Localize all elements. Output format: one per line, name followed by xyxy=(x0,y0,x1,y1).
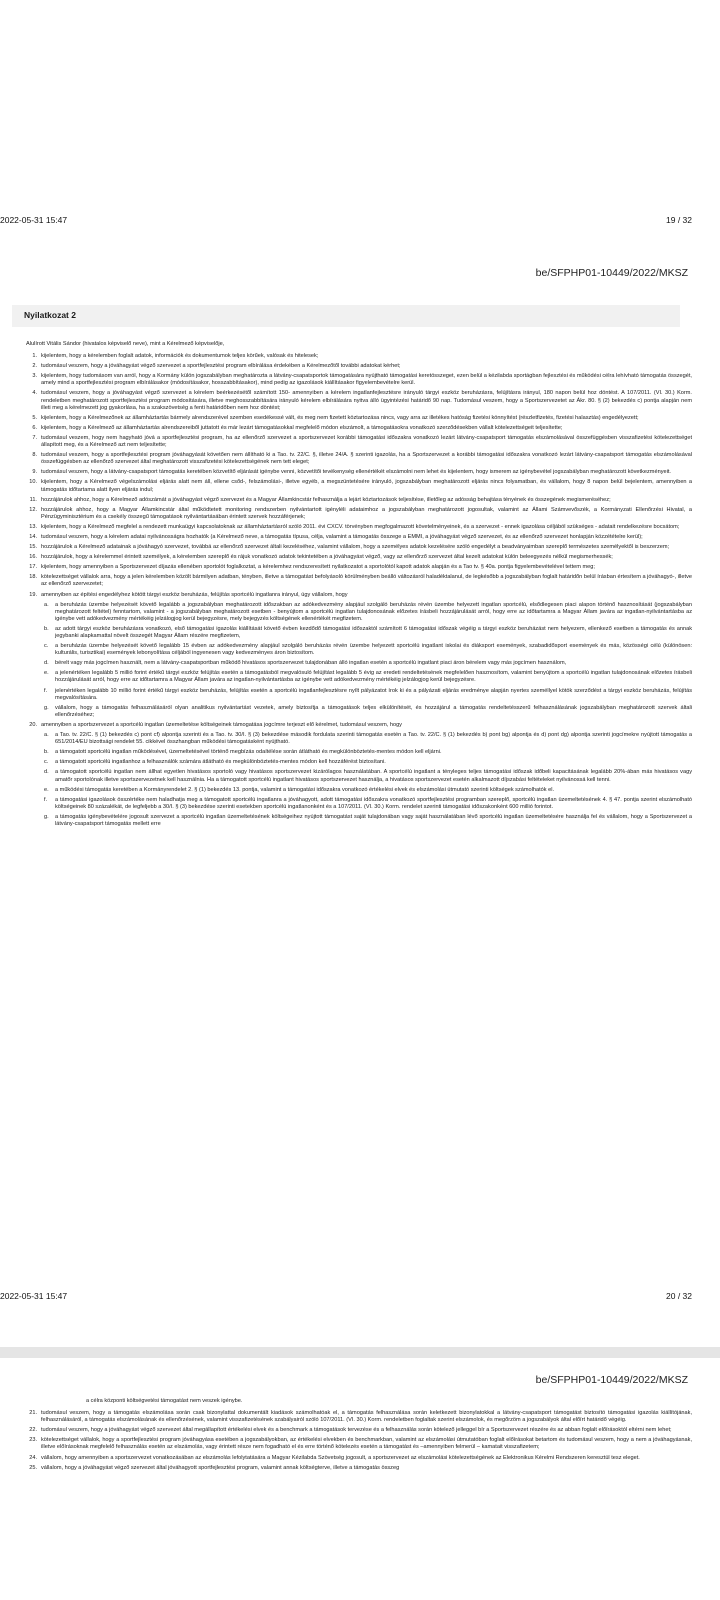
list-item-text: tudomásul veszem, hogy a jóváhagyást végző szervezet a sportfejlesztési program elbírálása érdekében a Kérelmezőtől további adatokat kérhet; xyxy=(41,363,401,370)
declaration-list xyxy=(26,1410,692,1472)
sub-item xyxy=(41,797,692,811)
sub-item-letter: a. xyxy=(44,732,49,739)
sub-item-letter: d. xyxy=(44,660,49,667)
sub-item xyxy=(41,670,692,684)
sub-item xyxy=(41,688,692,702)
sub-item-text: jelenértéken legalább 10 millió forint értékű tárgyi eszköz beruházás, felújítás esetén a sportcélú ingatlanfejlesztésre nyílt pályázatot írok ki és a pályázati eljárás eredménye alapján nyertes személlyel kötök szerződést a tárgyi eszköz beruházás, felújítás megvalósítására. xyxy=(55,687,692,701)
sub-item-text: a támogatott sportcélú ingatlan működésével, üzemeltetésével történő megbízás odaítélése során átlátható és megkülönböztetés-mentes módon kell eljárni. xyxy=(55,749,442,756)
section-heading xyxy=(12,305,680,327)
list-item xyxy=(26,452,692,466)
list-item xyxy=(26,390,692,411)
sub-item-text: a támogatott sportcélú ingatlanhoz a felhasználók számára átlátható és megkülönböztetés-mentes módon kell hozzáférést biztosítani. xyxy=(55,759,386,766)
list-item-text: tudomásul veszem, hogy a kérelem adatai nyilvánosságra hozhatók (a Kérelmező neve, a támogatás típusa, célja, valamint a támogatás összege a EMMI, a jóváhagyást végző szervezet, és az ellenőrző szervezet honlapján közzétételre kerül); xyxy=(41,533,643,540)
list-item xyxy=(26,373,692,387)
list-item-text: kijelentem, hogy amennyiben a Sportszervezet díjazás ellenében sportolót foglalkoztat, a kérelemhez rendszeresített nyilatkozatot a sportolótól kapott adatok alapján és a Tao tv. § 40a. pontja figyelembevételével tettem meg; xyxy=(41,564,595,571)
sub-item xyxy=(41,749,692,756)
list-item-number: 16. xyxy=(29,554,37,561)
list-item-text: kijelentem, hogy a Kérelmező megfelel a rendezett munkaügyi kapcsolatoknak az államháztartásról szóló 2011. évi CXCV. törvényben megfogalmazott követelményeinek, és a szervezet - ennek igazolása céljából szükséges - adatait rendelkezésre bocsátom; xyxy=(41,523,680,530)
declaration-list xyxy=(26,353,692,828)
sub-item-letter: f. xyxy=(44,796,48,803)
declaration-intro: Alulírott Vitális Sándor (hivatalos képviselő neve), mint a Kérelmező képviselője, xyxy=(26,341,225,347)
list-item xyxy=(26,497,692,504)
sub-item-letter: b. xyxy=(44,625,49,632)
list-item-number: 8. xyxy=(32,452,37,459)
document-reference: be/SFPHP01-10449/2022/MKSZ xyxy=(535,1374,688,1386)
sub-item-letter: a. xyxy=(44,601,49,608)
list-item-number: 18. xyxy=(29,574,37,581)
list-item-text: vállalom, hogy a jóváhagyást végző szervezet által jóváhagyott sportfejlesztési program, valamint annak költségterve, illetve a támogatás összeg xyxy=(41,1464,400,1471)
sub-item-text: vállalom, hogy a támogatás felhasználásáról olyan analitikus nyilvántartást vezetek, amely biztosítja a támogatások teljes elkülönítését, és hozzájárul a támogatás rendeltetésszerű felhasználásának jogszabályban meghatározott szervek általi ellenőrzéséhez; xyxy=(55,704,692,718)
sub-item-text: a beruházás üzembe helyezését követő legalább 15 évben az adókedvezmény alapjául szolgáló beruházás révén üzembe helyezett sportcélú ingatlant iskolai és diáksport események, szabadidősport események és más, közösségi célú (különösen: kulturális, turisztikai) események lebonyolítása céljából ingyenesen vagy kedvezményes áron biztosítom. xyxy=(55,643,692,657)
sub-item xyxy=(41,769,692,783)
sub-item xyxy=(41,660,692,667)
list-item xyxy=(26,544,692,551)
page-21 xyxy=(0,1358,720,1600)
list-item xyxy=(26,479,692,493)
declaration-body xyxy=(26,341,692,831)
list-item-text: tudomásul veszem, hogy a jóváhagyást végző szervezet által megállapított értékelési elvek és a benchmark a támogatások tervezése és a felhasználás során kötelező jelleggel bír a Sportszervezet részére és az abban foglalt előírásoktól eltérni nem lehet; xyxy=(41,1427,672,1434)
page-20 xyxy=(0,232,720,1347)
list-item xyxy=(26,1437,692,1451)
list-item xyxy=(26,1427,692,1434)
list-item-number: 24. xyxy=(29,1454,37,1461)
list-item xyxy=(26,534,692,541)
list-item-number: 10. xyxy=(29,479,37,486)
sub-item-text: a Tao. tv. 22/C. § (1) bekezdés c) pont cf) alpontja szerinti és a Tao. tv. 30/I. § (3) bekezdése második fordulata szerinti támogatás esetén a Tao. tv. 22/C. § (1) bekezdés b) pont bg) alpontja és d) pont dg) alpontja szerinti jogcímekre nyújtott támogatás a 651/2014/EU bizottsági rendelet 55. cikkével összhangban működési támogatásként nyújtható. xyxy=(55,732,692,746)
list-item-text: kijelentem, hogy a kérelemben foglalt adatok, információk és dokumentumok teljes körűek, valósak és hitelesek; xyxy=(41,353,319,360)
list-item xyxy=(26,363,692,370)
footer-page-number: 19 / 32 xyxy=(666,215,692,225)
list-item-number: 15. xyxy=(29,544,37,551)
list-item-text: tudomásul veszem, hogy a sportfejlesztési program jóváhagyását követően nem állítható ki a Tao. tv. 22/C. §, illetve 24/A. § szerinti igazolás, ha a Sportszervezet a korábbi támogatási időszakra vonatkozó lezárt látvány-csapatsport támogatás elszámolásával összefüggésben az ellenőrző szervezet által meghatározott visszafizetési kötelezettségének nem tett eleget; xyxy=(41,452,692,466)
list-item-number: 13. xyxy=(29,523,37,530)
list-item-number: 2. xyxy=(32,363,37,370)
list-item-number: 5. xyxy=(32,414,37,421)
list-item-text: amennyiben az építési engedélyhez kötött tárgyi eszköz beruházás, felújítás sportcélú ingatlanra irányul, úgy vállalom, hogy xyxy=(41,591,348,598)
list-item-text: tudomásul veszem, hogy a támogatás elszámolása során csak bizonylattal dokumentált kiadások számolhatóak el, a támogatás felhasználása során keletkezett bizonylatokkal a látvány-csapatsport támogatást biztosító támogatási igazolás kiállítójának, felhasználásáról, a támogatás elszámolásának és ellenőrzésének, valamint visszafizetésének szabályairól szóló 107/2011. (VI. 30.) Korm. rendeletben foglaltak szerint elszámolok, és megőrzöm a jogszabályok által előírt határidő végéig. xyxy=(41,1410,692,1424)
list-item xyxy=(26,722,692,828)
list-item-number: 22. xyxy=(29,1427,37,1434)
list-item xyxy=(26,524,692,531)
list-item xyxy=(26,435,692,449)
sub-item-text: a támogatási igazolások összértéke nem haladhatja meg a támogatott sportcélú ingatlanra a jóváhagyott, adott támogatási időszakra vonatkozó sportfejlesztési programban szereplő, sportcélú ingatlan üzemeltetésének 4. § 47. pontja szerint elszámolható költségeinek 80 százalékát, de legfeljebb a 30/I. § (3) bekezdése szerinti esetekben sportcélú ingatlanonként és a 107/2011. (VI. 30.) Korm. rendelet szerinti támogatási időszakonként 600 millió forintot. xyxy=(55,796,692,810)
sub-item xyxy=(41,705,692,719)
list-item xyxy=(26,425,692,432)
list-item-number: 20. xyxy=(29,721,37,728)
sub-item xyxy=(41,626,692,640)
list-item-text: kötelezettséget vállalok arra, hogy a jelen kérelemben közölt bármilyen adatban, tényben, illetve a támogatást befolyásoló körülményben beálló változásról haladéktalanul, de legkésőbb a jogszabályban foglalt határidőn belül írásban értesítem a jóváhagyó-, illetve az ellenőrző szervezetet; xyxy=(41,574,692,588)
declaration-body-continued xyxy=(26,1398,692,1475)
sub-item-text: a beruházás üzembe helyezését követő legalább a jogszabályban meghatározott időszakban az adókedvezmény alapjául szolgáló beruházás révén üzembe helyezett ingatlan sportcélú, elsődlegesen piaci alapon történő hasznosítását (jogszabályban meghatározott feltétel) fenntartom, valamint - a jogszabályban meghatározott esetben - benyújtom a sportcélú ingatlan tulajdonosának előzetes írásbeli hozzájárulását arról, hogy erre az időtartamra a Magyar Állam javára az ingatlan-nyilvántartásba az igénybe vett adókedvezmény mértékéig jelzálogjog kerül bejegyzésre, mely bejegyzés költségének ellenértékét megfizetem. xyxy=(55,601,692,622)
sub-item-letter: f. xyxy=(44,687,48,694)
list-item xyxy=(26,507,692,521)
sub-item-text: a támogatás igénybevételére jogosult szervezet a sportcélú ingatlan üzemeltetésének költségeihez nyújtott támogatást saját tulajdonában vagy saját használatában lévő sportcélú ingatlan üzemeltetésére használja fel és vállalom, hogy a Sportszervezet a látvány-csapatsport támogatás mellett erre xyxy=(55,813,692,827)
list-item-text: vállalom, hogy amennyiben a sportszervezet vonatkozásában az elszámolás lefolytatására a Magyar Kézilabda Szövetség jogosult, a sportszervezet az elszámolási kötelezettségének az Elektronikus Kérelmi Rendszeren keresztül tesz eleget. xyxy=(41,1454,640,1461)
list-item-number: 3. xyxy=(32,373,37,380)
list-item-text: tudomásul veszem, hogy a látvány-csapatsport támogatás keretében közvetítő eljárását igénybe venni, közvetítői tevékenység ellenértékét elszámolni nem lehet és kijelentem, hogy ismerem az igénybevétel jogszabályban meghatározott következményeit. xyxy=(41,469,671,476)
list-item-text: tudomásul veszem, hogy nem hagyható jóvá a sportfejlesztési program, ha az ellenőrző szervezet a sportszervezet korábbi támogatási időszakra vonatkozó lezárt látvány-csapatsport támogatás elszámolásával összefüggésben visszafizetési kötelezettséget állapított meg, és a Kérelmező azt nem teljesítette; xyxy=(41,434,692,449)
list-item-number: 7. xyxy=(32,434,37,441)
list-item-number: 6. xyxy=(32,424,37,431)
sub-item xyxy=(41,732,692,746)
sub-item xyxy=(41,759,692,766)
sub-item-letter: c. xyxy=(44,643,49,650)
list-item-text: hozzájárulok ahhoz, hogy a Kérelmező adószámát a jóváhagyást végző szervezet és a Magyar Államkincstár felhasználja a lejárt köztartozások teljesítése, illetőleg az adósság behajtása tényének és összegének megismeréséhez; xyxy=(41,496,611,503)
list-item-number: 17. xyxy=(29,564,37,571)
footer-date: 2022-05-31 15:47 xyxy=(0,1291,68,1301)
list-item-number: 4. xyxy=(32,390,37,397)
list-item-text: kijelentem, hogy a Kérelmezőnek az államháztartás bármely alrendszerével szemben esedékessé vált, és meg nem fizetett köztartozása nincs, vagy arra az illetékes hatóság fizetési könnyítést (részletfizetés, fizetési halasztás) engedélyezett; xyxy=(41,414,639,421)
list-item-number: 1. xyxy=(32,353,37,360)
list-item xyxy=(26,574,692,588)
list-item xyxy=(26,554,692,561)
list-item-number: 14. xyxy=(29,533,37,540)
list-item xyxy=(26,415,692,422)
list-item-text: kijelentem, hogy tudomásom van arról, hogy a Kormány külön jogszabályban meghatározta a látvány-csapatsportok támogatására nyújtható támogatási keretösszeget, ezen belül a kézilabda sportágban fejlesztési és működési célra lehívható támogatás összegét, amely mind a sportfejlesztési program elbírálásakor (módosításakor, hosszabbításakor), mind pedig az igazolások kiállításakor figyelembevételre kerül. xyxy=(41,373,692,387)
list-item-text: kijelentem, hogy a Kérelmező végelszámolási eljárás alatt nem áll, ellene csőd-, felszámolási-, illetve egyéb, a megszüntetésére irányuló, jogszabályban meghatározott eljárás nincs folyamatban, és vállalom, hogy 8 napon belül bejelentem, amennyiben a támogatás időtartama alatt ilyen eljárás indul; xyxy=(41,479,692,493)
sub-item-letter: g. xyxy=(44,704,49,711)
list-item-text: amennyiben a sportszervezet a sportcélú ingatlan üzemeltetése költségeinek támogatása jogcímre terjeszt elő kérelmet, tudomásul veszem, hogy xyxy=(41,721,402,728)
list-item-text: tudomásul veszem, hogy a jóváhagyást végző szervezet a kérelem beérkezésétől számított 150- amennyiben a kérelem ingatlanfejlesztésre irányuló tárgyi eszköz beruházásra, felújításra irányul, 180 napon belül hoz döntést. A 107/2011. (VI. 30.) Korm. rendeletben meghatározott sportfejlesztési program módosítására, illetve meghosszabbítására irányuló kérelem elbírálására nyitva álló ügyintézési határidő 90 nap. Tudomásul veszem, hogy a Sportszervezetet az Ákr. 80. § (2) bekezdés c) pontja alapján nem illeti meg a kérelmezett jog gyakorlása, ha a szakszövetség a fenti határidőben nem hoz döntést; xyxy=(41,390,692,411)
footer-page-number: 20 / 32 xyxy=(666,1291,692,1301)
list-item-text: hozzájárulok a Kérelmező adatainak a jóváhagyó szervezet, továbbá az ellenőrző szervezet általi kezeléséhez, valamint vállalom, hogy a személyes adatok kezelésére szóló engedélyt a beadványaimban szereplő természetes személyektől is beszerzem; xyxy=(41,544,670,551)
sub-item-letter: b. xyxy=(44,749,49,756)
list-item xyxy=(26,1455,692,1462)
list-item-text: hozzájárulok, hogy a kérelemmel érintett személyek, a kérelemben szereplő és rájuk vonatkozó adatok tekintetében a jóváhagyást végző, vagy az ellenőrző szervezet által kezelt adatokat külön beleegyezés nélkül megismerhessék; xyxy=(41,554,613,561)
sub-item-text: az adott tárgyi eszköz beruházásra vonatkozó, első támogatási igazolás kiállítását követő évben kezdődő támogatási időszaktól számított 6 támogatási időszak végéig a tárgyi eszköz beruházást nem helyezem, ellenkező esetben a támogatás és annak jegybanki alapkamattal növelt összegét Magyar Állam részére megfizetem, xyxy=(55,625,692,639)
list-item-text: hozzájárulok ahhoz, hogy a Magyar Államkincstár által működtetett monitoring rendszerben nyilvántartott igényléli adataimhoz a jogszabályban meghatározott jogosultak, valamint az Állami Számvevőszék, a Kormányzati Ellenőrzési Hivatal, a Pénzügyminisztérium és a csekély összegű támogatások nyilvántartásában érintett szervek hozzáférjenek; xyxy=(41,506,692,520)
list-item xyxy=(26,353,692,360)
sub-item-letter: d. xyxy=(44,769,49,776)
list-item-text: kijelentem, hogy a Kérelmező az államháztartás alrendszereiből juttatott és már lezárt támogatásokkal megfelelő módon elszámolt, a támogatásokra vonatkozó szerződésekben vállalt kötelezettségeit teljesítette; xyxy=(41,424,563,431)
list-item-number: 25. xyxy=(29,1464,37,1471)
sub-item xyxy=(41,787,692,794)
sub-item-letter: g. xyxy=(44,813,49,820)
footer-date: 2022-05-31 15:47 xyxy=(0,215,68,225)
list-item xyxy=(26,592,692,719)
sub-item-letter: e. xyxy=(44,786,49,793)
document-reference: be/SFPHP01-10449/2022/MKSZ xyxy=(535,267,688,279)
sub-item xyxy=(41,602,692,623)
continuation-text: a célra központi költségvetési támogatást nem veszek igénybe. xyxy=(86,1398,243,1404)
sub-item-text: a működési támogatás keretében a Kormányrendelet 2. § (1) bekezdés 13. pontja, valamint a támogatási időszakra vonatkozó értékelési elvek és elszámolási útmutató szerinti költségek számolhatók el. xyxy=(55,786,555,793)
list-item-number: 21. xyxy=(29,1410,37,1417)
list-item-number: 11. xyxy=(29,496,37,503)
list-item-number: 23. xyxy=(29,1437,37,1444)
list-item xyxy=(26,564,692,571)
sub-item-text: a jelenértéken legalább 5 millió forint értékű tárgyi eszköz felújítás esetén a támogatásból megvalósuló felújítást legalább 5 évig az eredeti rendeltetésének megfelelően hasznosítom, valamint benyújtom a sportcélú ingatlan tulajdonosának előzetes írásbeli hozzájárulását arról, hogy erre az időtartamra a Magyar Állam javára az ingatlan-nyilvántartásba az igénybe vett adókedvezmény mértékéig jelzálogjog kerül bejegyzésre. xyxy=(55,670,692,684)
list-item xyxy=(26,1465,692,1472)
sub-item xyxy=(41,643,692,657)
sub-item-letter: c. xyxy=(44,759,49,766)
list-item-number: 19. xyxy=(29,591,37,598)
sub-item-text: bérelt vagy más jogcímen használt, nem a látvány-csapatsportban működő hivatásos sportszervezet tulajdonában álló ingatlan esetén a sportcélú ingatlant piaci áron bérelem vagy más jogcímen használom, xyxy=(55,660,567,667)
list-item-number: 9. xyxy=(32,469,37,476)
section-title: Nyilatkozat 2 xyxy=(24,310,76,320)
sub-item-text: a támogatott sportcélú ingatlan nem állhat egyetlen hivatásos sportoló vagy hivatásos sportszervezet kizárólagos használatában. A sportcélú ingatlant a tényleges teljes támogatási időszak időbeli kapacitásának legalább 20%-ában más hivatásos vagy amatőr sportolónak illetve sportszervezetnek kell használnia. Ha a támogatott sportcélú ingatlant hivatásos sportszervezet használja, a hivatásos sportszervezet esetén alkalmazott díjszabási feltételeket nyilvánossá kell tenni. xyxy=(55,769,692,783)
list-item xyxy=(26,469,692,476)
list-item xyxy=(26,1410,692,1424)
list-item-number: 12. xyxy=(29,506,37,513)
sub-item-letter: e. xyxy=(44,670,49,677)
list-item-text: kötelezettséget vállalok, hogy a sportfejlesztési program jóváhagyása esetében a jogszabályokban, az értékelési elvekben és benchmarkban, valamint az elszámolási útmutatóban foglalt előírásokat betartom és tudomásul veszem, hogy a nem a jóváhagyásnak, illetve előírásoknak megfelelő felhasználás esetén az elszámolás, vagy érintett része nem fogadható el és erre történő kötelezés esetén a támogatást és –amennyiben felmerül – kamatait visszafizetem; xyxy=(41,1437,692,1451)
sub-item xyxy=(41,814,692,828)
